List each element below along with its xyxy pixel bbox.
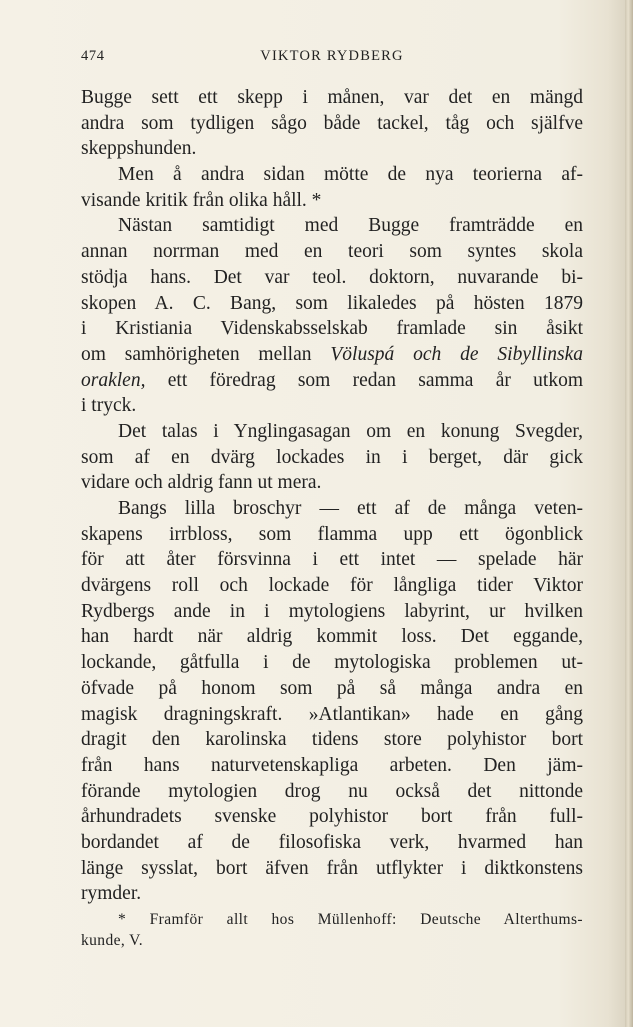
text-line: i Kristiania Videnskabsselskab framlade sin åsikt [81,318,583,340]
text-line: dvärgens roll och lockade för långliga tider Viktor [81,575,583,597]
text-line: bordandet af de filosofiska verk, hvarmed han [81,831,583,853]
footnote-line: kunde, V. [81,931,144,949]
text-line: skapens irrbloss, som flamma upp ett ögonblick [81,523,583,545]
running-head: VIKTOR RYDBERG [260,48,404,64]
text-line: Det talas i Ynglingasagan om en konung Svegder, [118,420,583,442]
text-line: länge sysslat, bort äfven från utflykter i diktkonstens [81,857,583,879]
text-line: magisk dragningskraft. »Atlantikan» hade en gång [81,703,583,725]
footnote-line: * Framför allt hos Müllenhoff: Deutsche Alterthums- [118,911,583,928]
text-line: lockande, gåtfulla i de mytologiska problemen ut- [81,652,583,674]
text-line: vidare och aldrig fann ut mera. [81,472,322,494]
text-line: dragit den karolinska tidens store polyhistor bort [81,729,583,751]
text-line: Rydbergs ande in i mytologiens labyrint, ur hvilken [81,600,583,622]
text-line [81,342,583,368]
text-line: för att åter försvinna i ett intet — spelade här [81,549,583,571]
text-segment: om samhörigheten mellan [81,343,312,365]
text-line: förande mytologien drog nu också det nittonde [81,780,583,802]
text-line: stödja hans. Det var teol. doktorn, nuvarande bi- [81,266,583,288]
text-line: som af en dvärg lockades in i berget, där gick [81,446,583,468]
italic-title: Völuspá och de Sibyllinska [330,343,583,365]
text-line: Bugge sett ett skepp i månen, var det en mängd [81,87,583,108]
text-line: århundradets svenske polyhistor bort från full- [81,806,583,828]
text-line: Bangs lilla broschyr — ett af de många veten- [118,498,583,519]
footnote [81,910,583,951]
text-line: rymder. [81,883,142,905]
text-line: han hardt när aldrig kommit loss. Det eggande, [81,626,583,648]
text-line: andra som tydligen sågo både tackel, tåg och själfve [81,112,583,134]
text-line: skopen A. C. Bang, som likaledes på hösten 1879 [81,292,583,314]
text-line: i tryck. [81,395,137,417]
italic-title: oraklen, [81,369,146,391]
body-text [81,85,583,907]
text-line: skeppshunden. [81,138,197,160]
page-number: 474 [81,48,105,64]
text-line: öfvade på honom som på så många andra en [81,677,583,699]
text-line: från hans naturvetenskapliga arbeten. Den jäm- [81,754,583,776]
text-segment: ett föredrag som redan samma år utkom [167,369,584,391]
text-line: visande kritik från olika håll. * [81,189,322,211]
page-edge [625,0,633,1027]
text-line: Men å andra sidan mötte de nya teorierna af- [118,164,583,186]
text-line [81,368,583,394]
text-line: Nästan samtidigt med Bugge framträdde en [118,215,583,237]
text-line: annan norrman med en teori som syntes skola [81,241,583,263]
